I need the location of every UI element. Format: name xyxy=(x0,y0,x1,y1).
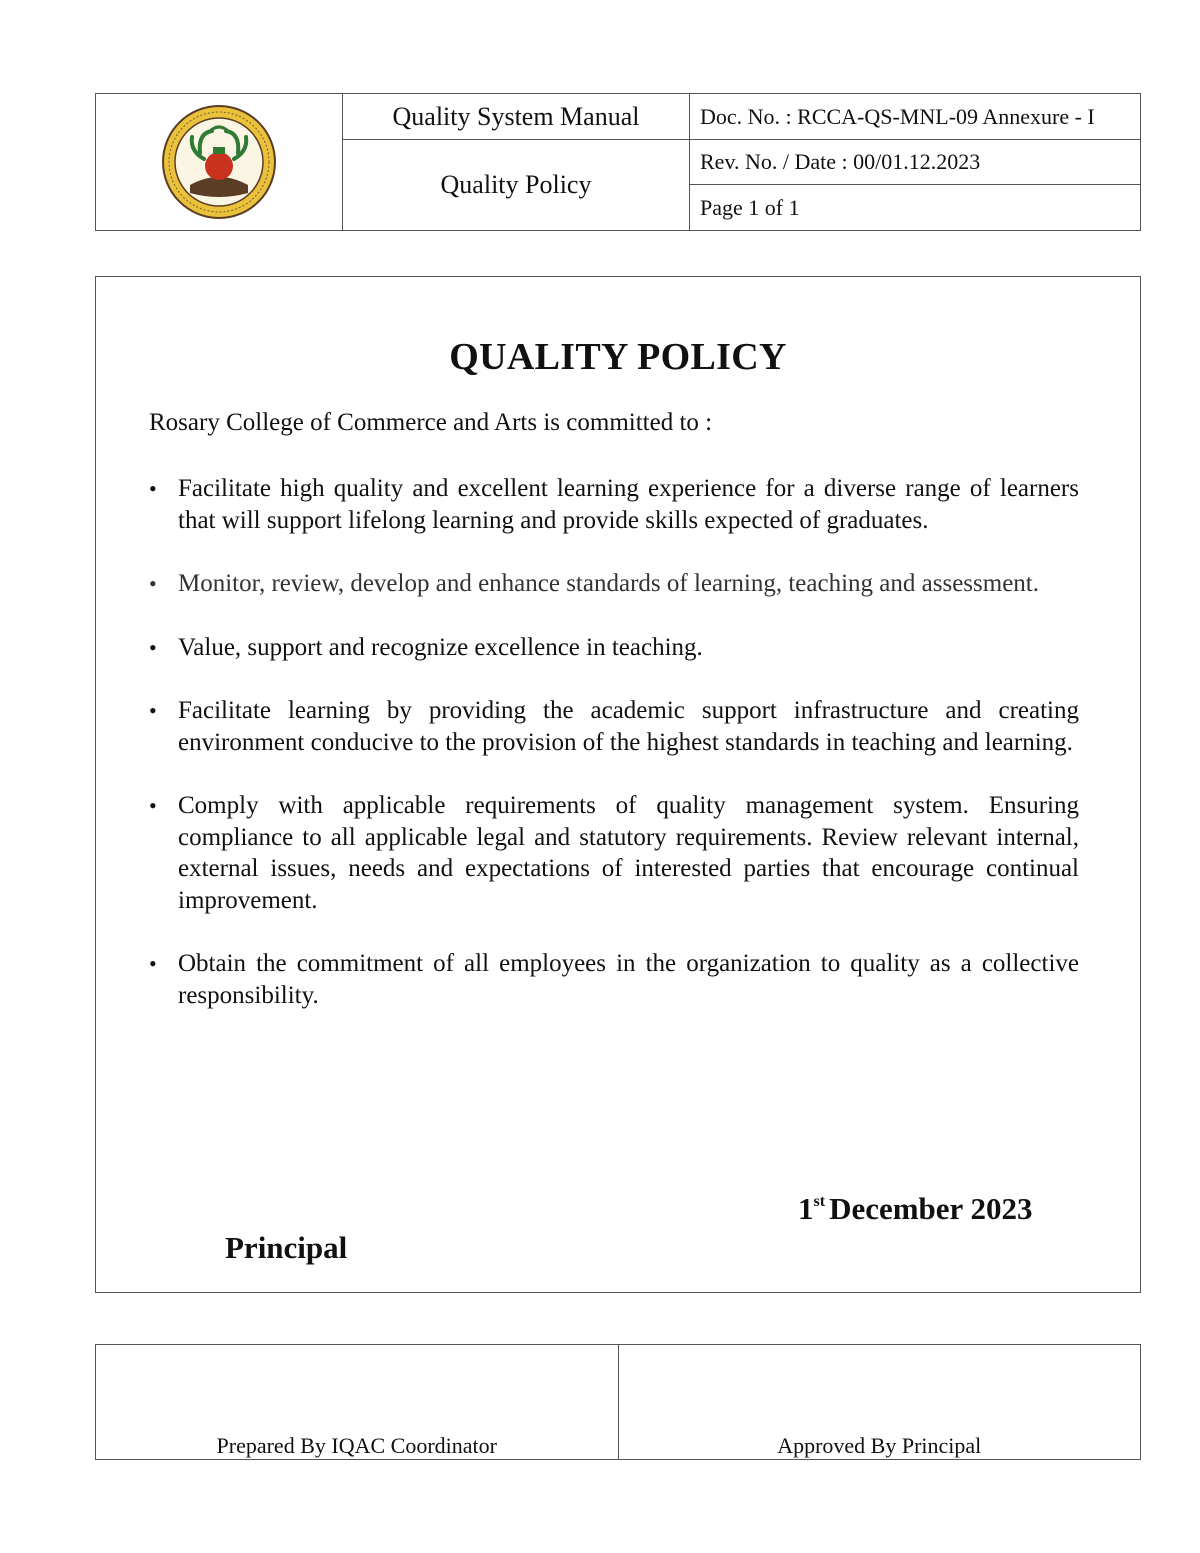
policy-bullet-list xyxy=(149,473,1079,1043)
policy-bullet: • Obtain the commitment of all employees in the organization to quality as a collective responsibility. xyxy=(149,948,1079,1011)
policy-bullet: • Comply with applicable requirements of quality management system. Ensuring compliance to all applicable legal and statutory requirements. Review relevant internal, external issues, needs and expectations of interested parties that encourage continual improvement. xyxy=(149,790,1079,916)
document-header-table xyxy=(95,93,1141,231)
policy-date xyxy=(798,1191,1033,1227)
prepared-by-cell xyxy=(96,1345,619,1460)
doc-no-cell xyxy=(690,94,1141,140)
revision-date: Rev. No. / Date : 00/01.12.2023 xyxy=(700,149,981,174)
policy-bullet: • Value, support and recognize excellence in teaching. xyxy=(149,632,1079,664)
approved-by-cell xyxy=(618,1345,1141,1460)
policy-bullet: • Facilitate learning by providing the academic support infrastructure and creating environment conducive to the provision of the highest standards in teaching and learning. xyxy=(149,695,1079,758)
policy-bullet: • Monitor, review, develop and enhance standards of learning, teaching and assessment. xyxy=(149,568,1079,600)
quality-policy-box xyxy=(95,276,1141,1293)
policy-bullet: • Facilitate high quality and excellent learning experience for a diverse range of learners that will support lifelong learning and provide skills expected of graduates. xyxy=(149,473,1079,536)
approval-footer-table xyxy=(95,1344,1141,1460)
rev-date-cell xyxy=(690,140,1141,185)
approved-by: Approved By Principal xyxy=(777,1433,982,1458)
policy-intro: Rosary College of Commerce and Arts is committed to : xyxy=(149,409,713,436)
date-day: 1 xyxy=(798,1191,814,1226)
signatory: Principal xyxy=(225,1230,348,1265)
college-seal-icon xyxy=(160,103,278,221)
doc-number: Doc. No. : RCCA-QS-MNL-09 Annexure - I xyxy=(700,103,1095,129)
section-title-cell xyxy=(343,140,690,231)
prepared-by: Prepared By IQAC Coordinator xyxy=(216,1433,497,1458)
date-suffix: st xyxy=(813,1193,826,1210)
date-rest: December 2023 xyxy=(829,1191,1033,1226)
policy-title: QUALITY POLICY xyxy=(449,336,787,378)
page-number: Page 1 of 1 xyxy=(700,194,800,220)
logo-cell xyxy=(96,94,343,231)
manual-title-cell xyxy=(343,94,690,140)
page-number-cell xyxy=(690,185,1141,231)
section-title: Quality Policy xyxy=(440,170,592,199)
manual-title: Quality System Manual xyxy=(392,101,640,131)
